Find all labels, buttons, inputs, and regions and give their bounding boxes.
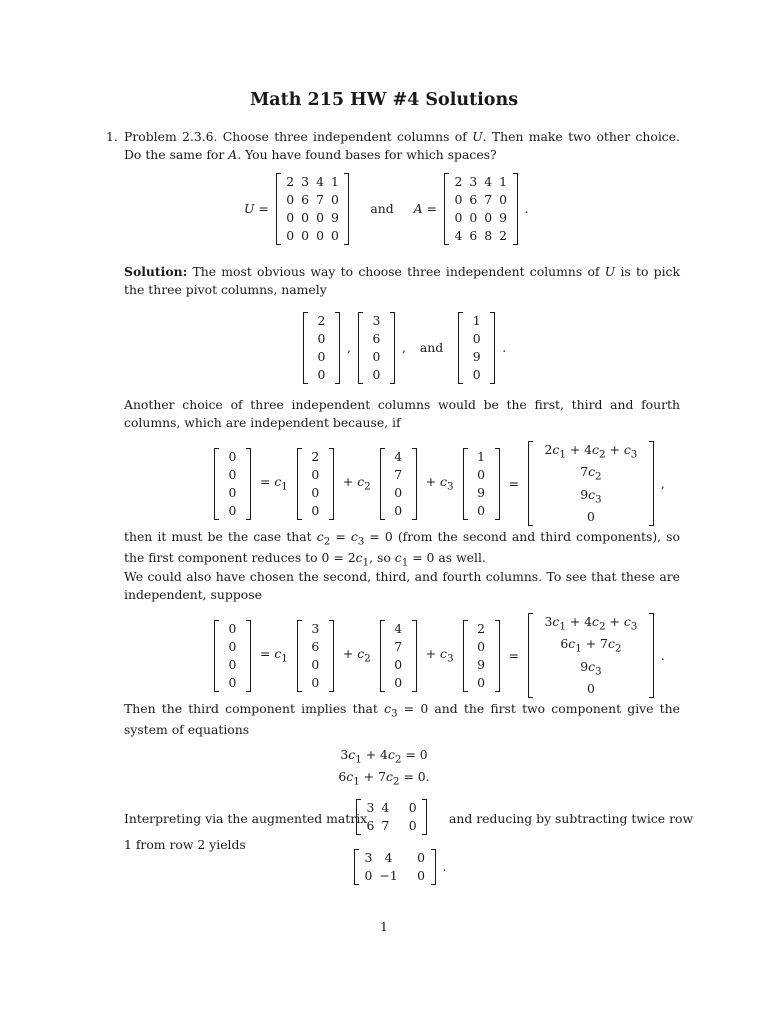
reduced-matrix	[353, 849, 437, 885]
another-choice-text: Another choice of three independent columns would be the first, third and fourth columns, which are independent because, if	[124, 397, 680, 430]
matrix-entry: 0	[228, 620, 237, 636]
matrix-entry: 0	[228, 674, 237, 690]
matrix-entry: 0	[408, 818, 417, 833]
reduced-matrix-line	[353, 849, 447, 885]
matrix-entry: −1	[379, 868, 398, 883]
matrix-entry: 0	[317, 349, 326, 364]
matrix-entry: 6	[311, 638, 320, 654]
column-vector-3	[462, 620, 501, 692]
third-component-text: Then the third component implies that $c_3 = 0$ and the first two component give the system of equations	[124, 701, 680, 738]
system-equation-1	[213, 441, 665, 526]
matrix-entry: $3c_1 + 4c_2 + c_3$	[544, 614, 638, 633]
matrix-entry: 0	[228, 466, 237, 482]
column-vector-1	[296, 448, 335, 520]
matrix-entry: 0	[286, 228, 295, 243]
matrix-entry: 0	[316, 210, 324, 225]
solution-label: Solution:	[124, 264, 188, 279]
interp-text: Interpreting via the augmented matrix	[124, 811, 368, 826]
matrix-entry: 0	[311, 656, 320, 672]
matrix-entry: 9	[472, 349, 481, 364]
matrix-entry: 0	[317, 367, 326, 382]
matrix-entry: 2	[499, 228, 507, 243]
matrix-entry: 7	[316, 192, 324, 207]
matrix-entry: 0	[477, 638, 486, 654]
matrix-entry: 3	[364, 850, 373, 865]
and-word: and	[370, 201, 394, 217]
solution-paragraph	[124, 263, 680, 298]
column-vector-1	[296, 620, 335, 692]
matrix-entry: $2c_1 + 4c_2 + c_3$	[544, 442, 638, 461]
matrix-entry: 0	[469, 210, 478, 225]
matrix-entry: 3	[366, 800, 375, 815]
u-label: U =	[244, 201, 269, 217]
matrix-entry: 0	[484, 210, 493, 225]
matrix-entry: 9	[477, 656, 486, 672]
result-vector	[527, 613, 655, 698]
plus-c2: + $c_2$	[342, 474, 371, 493]
matrix-entry: 0	[330, 228, 339, 243]
comma: ,	[401, 340, 406, 356]
and-word: and	[419, 340, 444, 356]
matrix-entry: 8	[484, 228, 493, 243]
matrix-entry: 3	[301, 174, 310, 189]
trail-punct: ,	[660, 475, 665, 491]
matrix-entry: 6	[469, 228, 478, 243]
matrix-entry: 0	[586, 681, 595, 697]
matrix-entry: 2	[454, 174, 463, 189]
matrix-entry: 0	[394, 674, 403, 690]
matrix-entry: 9	[499, 210, 507, 225]
matrix-entry: 0	[394, 656, 403, 672]
matrix-entry: 0	[477, 466, 486, 482]
result-vector	[527, 441, 655, 526]
matrix-entry: $7c_2$	[580, 464, 602, 483]
matrix-entry: 0	[394, 502, 403, 518]
matrix-entry: 1	[472, 313, 481, 328]
matrix-entry: 0	[316, 228, 324, 243]
problem-text: Problem 2.3.6. Choose three independent columns of U. Then make two other choice. Do the same for A. You have found bases for which spaces?	[124, 129, 680, 162]
pivot-column-2	[357, 312, 396, 384]
matrix-entry: 3	[372, 313, 381, 328]
matrix-entry: 2	[311, 448, 320, 464]
matrix-entry: 0	[477, 674, 486, 690]
zero-vector	[213, 620, 252, 692]
matrix-entry: 0	[311, 502, 320, 518]
matrix-entry: 6	[469, 192, 478, 207]
matrix-entry: 0	[477, 502, 486, 518]
matrices-u-and-a	[244, 173, 528, 245]
plus-c2: + $c_2$	[342, 646, 371, 665]
matrix-entry: 4	[384, 850, 393, 865]
matrix-entry: 0	[311, 466, 320, 482]
matrix-entry: 0	[301, 228, 310, 243]
matrix-entry: 6	[366, 818, 375, 833]
a-label: A =	[413, 201, 437, 217]
page-number: 1	[380, 919, 388, 934]
matrix-entry: 0	[472, 367, 481, 382]
matrix-entry: 0	[394, 484, 403, 500]
matrix-entry: 1	[499, 174, 507, 189]
matrix-entry: 0	[286, 192, 295, 207]
matrix-entry: 0	[301, 210, 310, 225]
matrix-entry: 0	[454, 210, 463, 225]
augmented-matrix	[355, 799, 428, 835]
comma: ,	[347, 340, 351, 356]
equation-line-1: $3c_1 + 4c_2 = 0$	[340, 747, 428, 766]
matrix-entry: $9c_3$	[580, 658, 602, 678]
pivot-columns	[302, 312, 506, 384]
problem-number: 1.	[106, 129, 118, 144]
matrix-entry: 0	[499, 192, 507, 207]
matrix-entry: 0	[417, 850, 426, 865]
matrix-u	[275, 173, 351, 245]
matrix-entry: 0	[408, 800, 417, 815]
solution-text: The most obvious way to choose three independent columns of U is to pick the three pivot columns, namely	[124, 264, 681, 297]
matrix-entry: 3	[469, 174, 478, 189]
pivot-column-3	[457, 312, 496, 384]
matrix-entry: 7	[381, 818, 390, 833]
period: .	[442, 859, 447, 875]
matrix-entry: 0	[317, 331, 326, 346]
matrix-entry: 6	[301, 192, 310, 207]
equals-c1: = $c_1$	[260, 474, 288, 493]
equation-line-2: $6c_1 + 7c_2 = 0$.	[338, 769, 430, 788]
matrix-entry: 0	[228, 484, 237, 500]
matrix-entry: 4	[484, 174, 493, 189]
matrix-entry: $6c_1 + 7c_2$	[560, 636, 622, 655]
matrix-entry: 0	[372, 349, 381, 364]
matrix-entry: 9	[330, 210, 339, 225]
matrix-entry: 1	[330, 174, 339, 189]
pivot-column-1	[302, 312, 341, 384]
column-vector-2	[379, 448, 418, 520]
trail-punct: .	[660, 647, 665, 663]
problem-statement	[106, 128, 680, 163]
matrix-entry: 4	[394, 620, 403, 636]
zero-vector	[213, 448, 252, 520]
plus-c3: + $c_3$	[425, 646, 454, 665]
matrix-entry: 0	[454, 192, 463, 207]
matrix-entry: 0	[228, 638, 237, 654]
equals: =	[508, 475, 519, 491]
matrix-entry: 9	[477, 484, 486, 500]
matrix-entry: 0	[364, 868, 373, 883]
matrix-entry: 0	[228, 502, 237, 518]
matrix-entry: 0	[330, 192, 339, 207]
matrix-entry: 0	[311, 484, 320, 500]
page-title: Math 215 HW #4 Solutions	[249, 90, 519, 110]
matrix-entry: 4	[454, 228, 463, 243]
matrix-entry: 4	[394, 448, 403, 464]
matrix-entry: 0	[311, 674, 320, 690]
matrix-entry: 7	[394, 466, 403, 482]
matrix-entry: 2	[477, 620, 486, 636]
interp-text-tail: and reducing by subtracting twice row	[449, 811, 694, 826]
matrix-entry: 0	[228, 448, 237, 464]
matrix-entry: 3	[311, 620, 320, 636]
matrix-entry: 0	[286, 210, 295, 225]
matrix-entry: $9c_3$	[580, 486, 602, 506]
column-vector-3	[462, 448, 501, 520]
column-vector-2	[379, 620, 418, 692]
matrix-entry: 0	[228, 656, 237, 672]
matrix-entry: 7	[394, 638, 403, 654]
system-equation-2	[213, 613, 665, 698]
matrix-entry: 0	[586, 509, 595, 525]
period: .	[502, 340, 507, 356]
matrix-entry: 6	[372, 331, 381, 346]
matrix-entry: 2	[317, 313, 326, 328]
matrix-entry: 7	[484, 192, 493, 207]
matrix-entry: 0	[417, 868, 426, 883]
matrix-entry: 4	[316, 174, 324, 189]
matrix-a	[443, 173, 519, 245]
matrix-entry: 4	[381, 800, 390, 815]
matrix-period: .	[524, 201, 529, 217]
matrix-entry: 0	[472, 331, 481, 346]
equals-c1: = $c_1$	[260, 646, 288, 665]
equals: =	[508, 647, 519, 663]
then-text: then it must be the case that $c_2 = c_3 = 0$ (from the second and third components), so the first component reduces to $0 = 2c_1$, so $c_1 = 0$ as well.	[124, 529, 680, 569]
could-text: We could also have chosen the second, third, and fourth columns. To see that these are independent, suppose	[124, 569, 680, 602]
matrix-entry: 0	[372, 367, 381, 382]
matrix-entry: 1	[477, 448, 486, 464]
matrix-entry: 2	[286, 174, 295, 189]
plus-c3: + $c_3$	[425, 474, 454, 493]
row-text: 1 from row 2 yields	[124, 837, 246, 852]
